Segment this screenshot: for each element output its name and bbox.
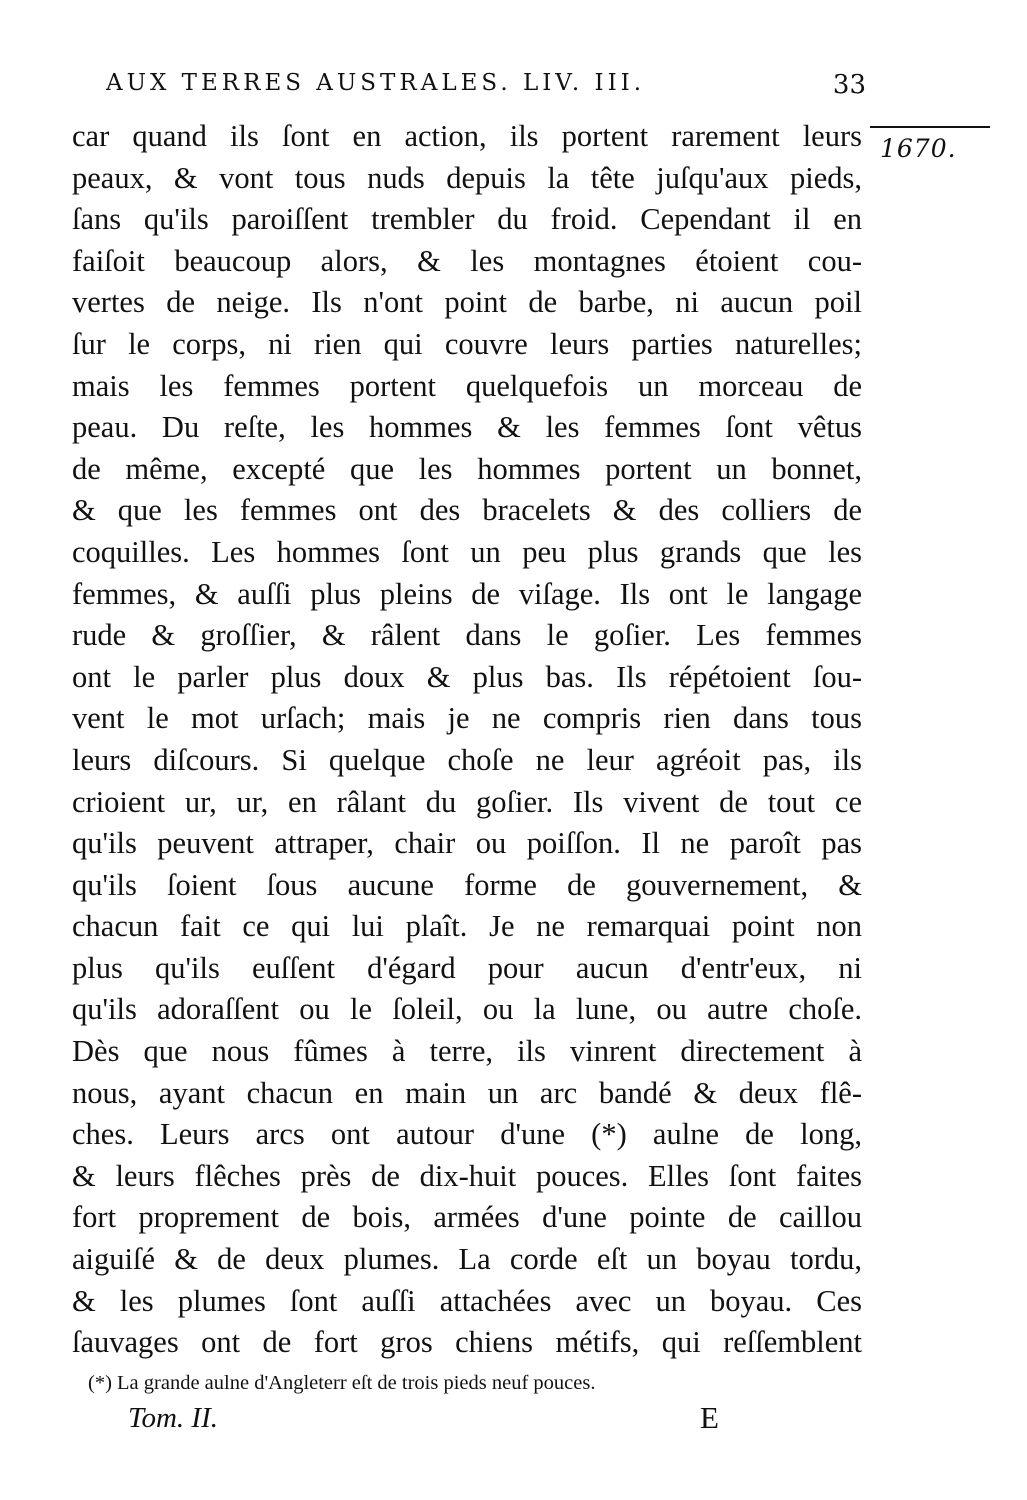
text-line: ſans qu'ils paroiſſent trembler du froid. Cependant il en [72, 202, 862, 237]
text-line: leurs diſcours. Si quelque choſe ne leur agréoit pas, ils [72, 742, 862, 777]
text-line: vertes de neige. Ils n'ont point de barbe, ni aucun poil [72, 285, 862, 320]
text-line: & leurs flêches près de dix-huit pouces. Elles ſont faites [72, 1158, 862, 1193]
text-line: fort proprement de bois, armées d'une pointe de caillou [72, 1200, 862, 1235]
text-line: plus qu'ils euſſent d'égard pour aucun d'entr'eux, ni [72, 950, 862, 985]
text-line: car quand ils ſont en action, ils portent rarement leurs [72, 119, 862, 153]
text-line: vent le mot urſach; mais je ne compris rien dans tous [72, 701, 862, 736]
text-line: peaux, & vont tous nuds depuis la tête juſqu'aux pieds, [72, 160, 862, 195]
text-line: & les plumes ſont auſſi attachées avec un boyau. Ces [72, 1283, 862, 1318]
text-line: crioient ur, ur, en râlant du goſier. Ils vivent de tout ce [72, 784, 862, 819]
text-line: ont le parler plus doux & plus bas. Ils répétoient ſou- [72, 659, 862, 694]
text-line: ſauvages ont de fort gros chiens métifs, qui reſſemblent [72, 1325, 862, 1360]
text-line: nous, ayant chacun en main un arc bandé & deux flê- [72, 1075, 862, 1110]
text-line: coquilles. Les hommes ſont un peu plus grands que les [72, 534, 862, 569]
text-line: ſur le corps, ni rien qui couvre leurs parties naturelles; [72, 326, 862, 361]
text-line: qu'ils peuvent attraper, chair ou poiſſon. Il ne paroît pas [72, 826, 862, 861]
text-line: chacun fait ce qui lui plaît. Je ne remarquai point non [72, 909, 862, 944]
margin-rule [870, 126, 990, 128]
text-line: femmes, & auſſi plus pleins de viſage. Ils ont le langage [72, 576, 862, 611]
margin-year-note: 1670. [880, 134, 957, 163]
running-title: AUX TERRES AUSTRALES. LIV. III. [106, 70, 646, 96]
gathering-mark: E [700, 1400, 719, 1435]
text-line: faiſoit beaucoup alors, & les montagnes étoient cou- [72, 243, 862, 278]
text-line: mais les femmes portent quelquefois un morceau de [72, 368, 862, 403]
running-head [106, 70, 866, 110]
footnote: (*) La grande aulne d'Angleterr eſt de trois pieds neuf pouces. [88, 1372, 596, 1394]
text-line: de même, excepté que les hommes portent un bonnet, [72, 451, 862, 486]
body-text [72, 116, 862, 1364]
text-line: qu'ils ſoient ſous aucune forme de gouvernement, & [72, 867, 862, 902]
text-line: peau. Du reſte, les hommes & les femmes ſont vêtus [72, 410, 862, 445]
text-line: ches. Leurs arcs ont autour d'une (*) aulne de long, [72, 1117, 862, 1152]
text-line: Dès que nous fûmes à terre, ils vinrent directement à [72, 1034, 862, 1069]
volume-signature: Tom. II. [128, 1402, 218, 1434]
text-line: & que les femmes ont des bracelets & des colliers de [72, 493, 862, 528]
text-line: aiguiſé & de deux plumes. La corde eſt un boyau tordu, [72, 1242, 862, 1277]
text-line: rude & groſſier, & râlent dans le goſier. Les femmes [72, 618, 862, 653]
text-line: qu'ils adoraſſent ou le ſoleil, ou la lune, ou autre choſe. [72, 992, 862, 1027]
page-number: 33 [832, 70, 866, 100]
